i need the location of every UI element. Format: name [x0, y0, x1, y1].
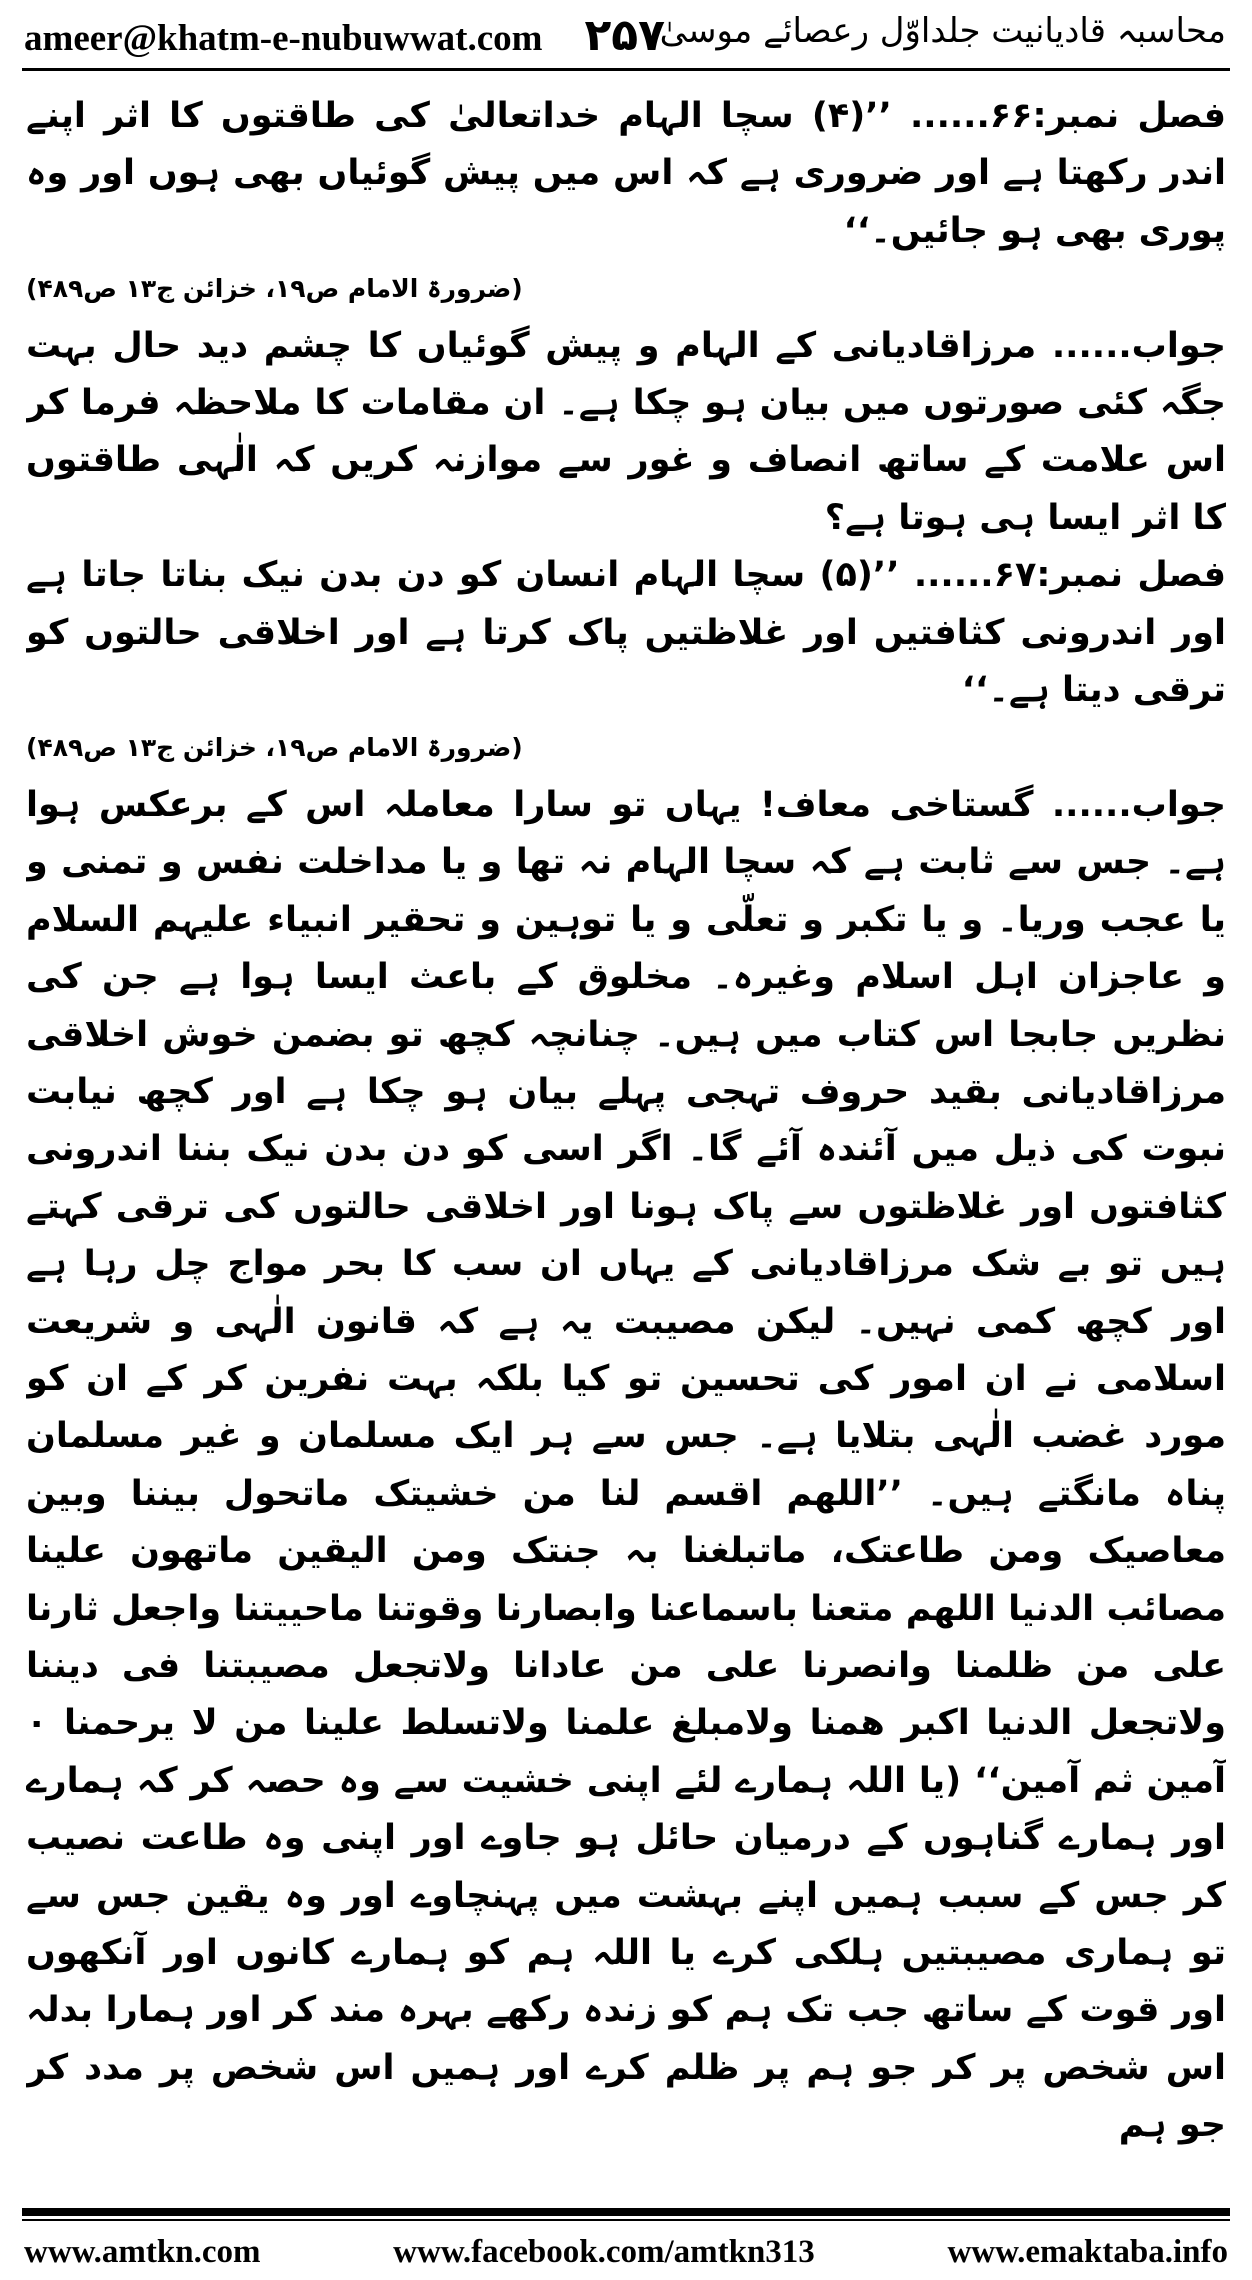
footer-rule-thick — [22, 2208, 1230, 2216]
page-number: ۲۵۷ — [584, 10, 666, 61]
arabic-prayer: ’’اللھم اقسم لنا من خشیتک ماتحول بیننا وبین معاصیک ومن طاعتک، ماتبلغنا بہ جنتک ومن الیقین ماتھون علینا مصائب الدنیا اللھم متعنا باسماعنا وابصارنا وقوتنا ماحییتنا واجعل ثارنا علی من ظلمنا وانصرنا علی من عادانا ولاتجعل مصیبتنا فی دیننا ولاتجعل الدنیا اکبر ھمنا ولامبلغ علمنا ولاتسلط علینا من لا یرحمنا ۰ آمین ثم آمین‘‘ — [26, 1473, 1226, 1801]
page-footer — [24, 2228, 1228, 2276]
answer-67-text: جواب...... گستاخی معاف! یہاں تو سارا معاملہ اس کے برعکس ہوا ہے۔ جس سے ثابت ہے کہ سچا الہام نہ تھا و یا مداخلت نفس و تمنی و یا عجب وریا۔ و یا تکبر و تعلّی و یا توہین و تحقیر انبیاء علیہم السلام و عاجزان اہل اسلام وغیرہ۔ مخلوق کے باعث ایسا ہوا ہے جن کی نظریں جابجا اس کتاب میں ہیں۔ چنانچہ کچھ تو بضمن خوش اخلاقی مرزاقادیانی بقید حروف تہجی پہلے بیان ہو چکا ہے اور کچھ نیابت نبوت کی ذیل میں آئندہ آئے گا۔ اگر اسی کو دن بدن نیک بننا اندرونی کثافتوں اور غلاظتوں سے پاک ہونا اور اخلاقی حالتوں کی ترقی کہتے ہیں تو بے شک مرزاقادیانی کے یہاں ان سب کا بحر مواج چل رہا ہے اور کچھ کمی نہیں۔ لیکن مصیبت یہ ہے کہ قانون الٰہی و شریعت اسلامی نے ان امور کی تحسین تو کیا بلکہ بہت نفرین کر کے ان کو مورد غضب الٰہی بتلایا ہے۔ جس سے ہر ایک مسلمان و غیر مسلمان پناہ مانگتے ہیں۔ — [26, 784, 1226, 1514]
page-content — [26, 88, 1226, 2198]
footer-rule-thin — [22, 2219, 1230, 2221]
header-email[interactable]: ameer@khatm-e-nubuwwat.com — [24, 18, 543, 59]
header-left — [24, 10, 665, 61]
answer-67 — [26, 777, 1226, 2155]
prayer-translation: (یا اللہ ہمارے لئے اپنی خشیت سے وہ حصہ کر کہ ہمارے اور ہمارے گناہوں کے درمیان حائل ہو جاوے اور اپنی وہ طاعت نصیب کر جس کے سبب ہمیں اپنے بہشت میں پہنچاوے اور وہ یقین جس سے تو ہماری مصیبتیں ہلکی کرے یا اللہ ہم کو ہمارے کانوں اور آنکھوں اور قوت کے ساتھ جب تک ہم کو زندہ رکھے بہرہ مند کر اور ہمارا بدلہ اس شخص پر کر جو ہم پر ظلم کرے اور ہمیں اس شخص پر مدد کر جو ہم — [26, 1760, 1226, 2146]
section-66: فصل نمبر:۶۶...... ’’(۴) سچا الہام خداتعالیٰ کی طاقتوں کا اثر اپنے اندر رکھتا ہے اور ضروری ہے کہ اس میں پیش گوئیاں بھی ہوں اور وہ پوری بھی ہو جائیں۔‘‘ — [26, 96, 1226, 251]
reference-66: (ضرورۃ الامام ص۱۹، خزائن ج۱۳ ص۴۸۹) — [26, 274, 523, 304]
section-67: فصل نمبر:۶۷...... ’’(۵) سچا الہام انسان کو دن بدن نیک بناتا جاتا ہے اور اندرونی کثافتیں اور غلاظتیں پاک کرتا ہے اور اخلاقی حالتوں کو ترقی دیتا ہے۔‘‘ — [26, 555, 1226, 711]
page-header — [0, 0, 1252, 75]
footer-link-facebook[interactable]: www.facebook.com/amtkn313 — [393, 2233, 815, 2270]
header-rule — [22, 68, 1230, 71]
answer-66: جواب...... مرزاقادیانی کے الہام و پیش گوئیاں کا چشم دید حال بہت جگہ کئی صورتوں میں بیان ہو چکا ہے۔ ان مقامات کا ملاحظہ فرما کر اس علامت کے ساتھ انصاف و غور سے موازنہ کریں کہ الٰہی طاقتوں کا اثر ایسا ہی ہوتا ہے؟ — [26, 325, 1226, 538]
footer-link-emaktaba[interactable]: www.emaktaba.info — [947, 2233, 1228, 2270]
footer-link-amtkn[interactable]: www.amtkn.com — [24, 2233, 261, 2270]
book-title: محاسبہ قادیانیت جلداوّل رعصائے موسیٰ — [659, 11, 1226, 51]
reference-67: (ضرورۃ الامام ص۱۹، خزائن ج۱۳ ص۴۸۹) — [26, 733, 523, 763]
